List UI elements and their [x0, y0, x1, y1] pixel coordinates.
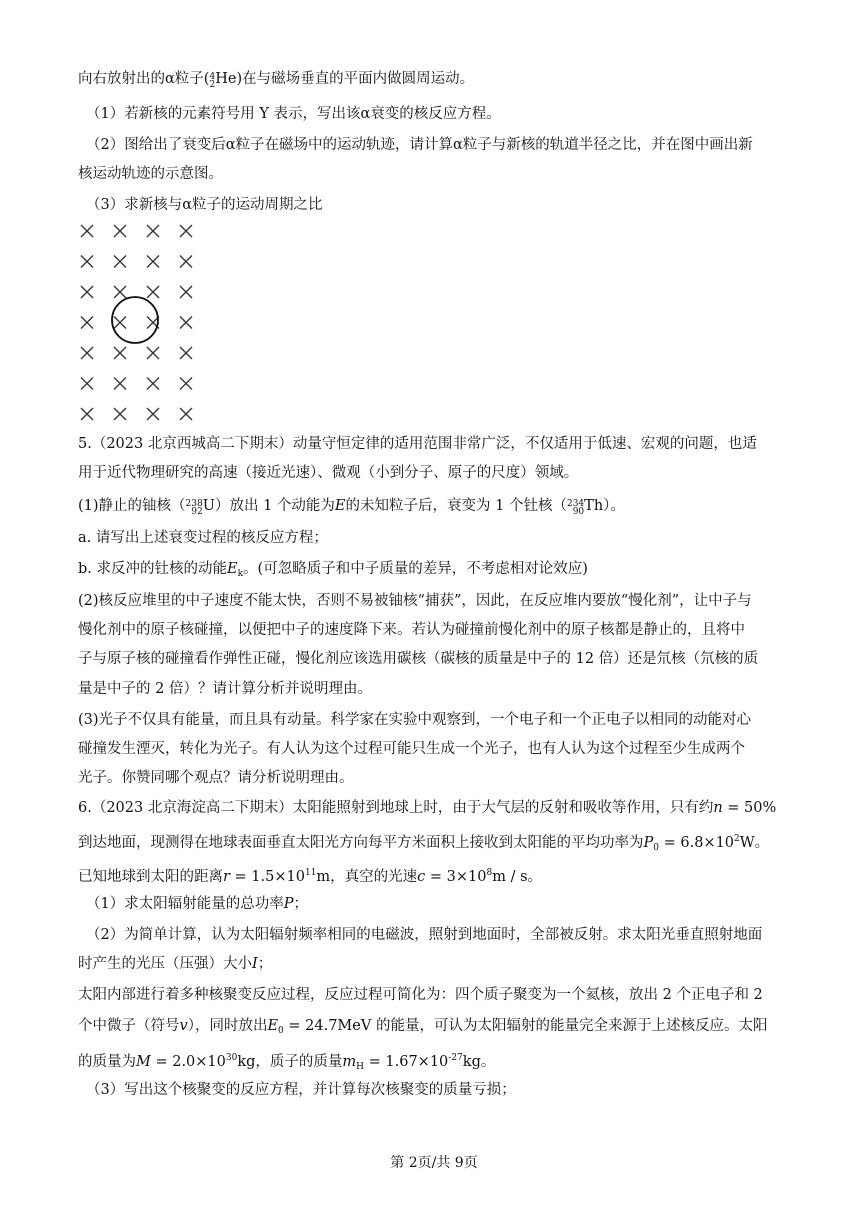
text-line: 太阳内部进行着多种核聚变反应过程，反应过程可简化为：四个质子聚变为一个氦核，放出 2 个正电子和 2	[78, 987, 763, 1003]
text-line: 的质量为$M = 2.0\times 10^{30}kg$，质子的质量$m_H = 1.67\times 10^{-27}kg$。	[78, 1053, 496, 1072]
field-cross-mark	[180, 378, 192, 390]
text-line: 已知地球到太阳的距离$r = 1.5\times 10^{11}m$，真空的光速$c = 3\times 10^8m / s$。	[78, 868, 543, 885]
field-cross-mark	[81, 408, 93, 420]
field-cross-mark	[81, 378, 93, 390]
field-cross-mark	[147, 378, 159, 390]
field-cross-mark	[180, 347, 192, 359]
problem-6-part-2: （2）为简单计算，认为太阳辐射频率相同的电磁波，照射到地面时，全部被反射。求太阳光垂直照射地面	[86, 927, 763, 943]
field-cross-mark	[147, 286, 159, 298]
problem-6-stem: 6.（2023 北京海淀高二下期末）太阳能照射到地球上时，由于大气层的反射和吸收等作用，只有约n = 50%	[78, 800, 777, 816]
field-cross-mark	[81, 225, 93, 237]
question-2: （2）图给出了衰变后α粒子在磁场中的运动轨迹，请计算α粒子与新核的轨道半径之比，并在图中画出新	[86, 137, 753, 153]
field-cross-mark	[114, 408, 126, 420]
field-cross-mark	[147, 225, 159, 237]
text-line: 个中微子（符号v），同时放出$E_0 = 24.7MeV$ 的能量，可认为太阳辐射的能量完全来源于上述核反应。太阳	[78, 1018, 768, 1036]
text-line: 时产生的光压（压强）大小I；	[78, 956, 273, 972]
field-cross-mark	[147, 256, 159, 268]
field-cross-mark	[81, 256, 93, 268]
problem-5-part-1: (1)静止的铀核（238 92U）放出 1 个动能为E的未知粒子后，衰变为 1 个钍核（234 90Th）。	[78, 498, 625, 517]
text-line: 量是中子的 2 倍）？请计算分析并说明理由。	[78, 681, 372, 697]
field-cross-mark	[114, 256, 126, 268]
problem-5-part-2: (2)核反应堆里的中子速度不能太快，否则不易被铀核“捕获”，因此，在反应堆内要放“慢化剂”，让中子与	[78, 593, 752, 609]
field-cross-mark	[180, 317, 192, 329]
field-cross-mark	[114, 317, 126, 329]
text-line: 到达地面，现测得在地球表面垂直太阳光方向每平方米面积上接收到太阳能的平均功率为$P_0 = 6.8\times 10^2W$。	[78, 834, 770, 853]
text-line: 慢化剂中的原子核碰撞，以便把中子的速度降下来。若认为碰撞前慢化剂中的原子核都是静止的，且将中	[78, 622, 745, 638]
field-cross-mark	[180, 286, 192, 298]
field-cross-mark	[114, 286, 126, 298]
field-cross-mark	[147, 408, 159, 420]
field-cross-mark	[81, 286, 93, 298]
problem-5-stem: 5.（2023 北京西城高二下期末）动量守恒定律的适用范围非常广泛，不仅适用于低速、宏观的问题，也适	[78, 436, 757, 452]
text-line: 碰撞发生湮灭，转化为光子。有人认为这个过程可能只生成一个光子，也有人认为这个过程至少生成两个	[78, 741, 745, 757]
problem-5-part-3: (3)光子不仅具有能量，而且具有动量。科学家在实验中观察到，一个电子和一个正电子以相同的动能对心	[78, 712, 752, 728]
magnetic-field-diagram	[74, 218, 204, 424]
page-footer: 第 2页/共 9页	[390, 1155, 478, 1171]
field-cross-mark	[114, 378, 126, 390]
field-cross-mark	[147, 347, 159, 359]
field-cross-mark	[114, 225, 126, 237]
text-line: 光子。你赞同哪个观点？请分析说明理由。	[78, 770, 354, 786]
text-line: b. 求反冲的钍核的动能$E_k$。(可忽略质子和中子质量的差异，不考虑相对论效应)	[78, 561, 588, 579]
text-line: 核运动轨迹的示意图。	[78, 166, 223, 182]
field-cross-mark	[81, 347, 93, 359]
field-cross-mark	[180, 225, 192, 237]
field-cross-mark	[114, 347, 126, 359]
text-line: 用于近代物理研究的高速（接近光速）、微观（小到分子、原子的尺度）领域。	[78, 465, 579, 481]
text-line: 子与原子核的碰撞看作弹性正碰，慢化剂应该选用碳核（碳核的质量是中子的 12 倍）还是氘核（氘核的质	[78, 651, 759, 667]
field-cross-mark	[180, 256, 192, 268]
question-3: （3）求新核与α粒子的运动周期之比	[86, 197, 323, 213]
problem-6-part-1: （1）求太阳辐射能量的总功率P；	[86, 896, 308, 912]
text-line: 向右放射出的α粒子(4 2He)在与磁场垂直的平面内做圆周运动。	[78, 71, 475, 90]
question-1: （1）若新核的元素符号用 Y 表示，写出该α衰变的核反应方程。	[86, 106, 501, 122]
field-cross-mark	[180, 408, 192, 420]
text-line: a. 请写出上述衰变过程的核反应方程；	[78, 530, 328, 546]
field-cross-mark	[81, 317, 93, 329]
problem-6-part-3: （3）写出这个核聚变的反应方程，并计算每次核聚变的质量亏损；	[86, 1082, 516, 1098]
